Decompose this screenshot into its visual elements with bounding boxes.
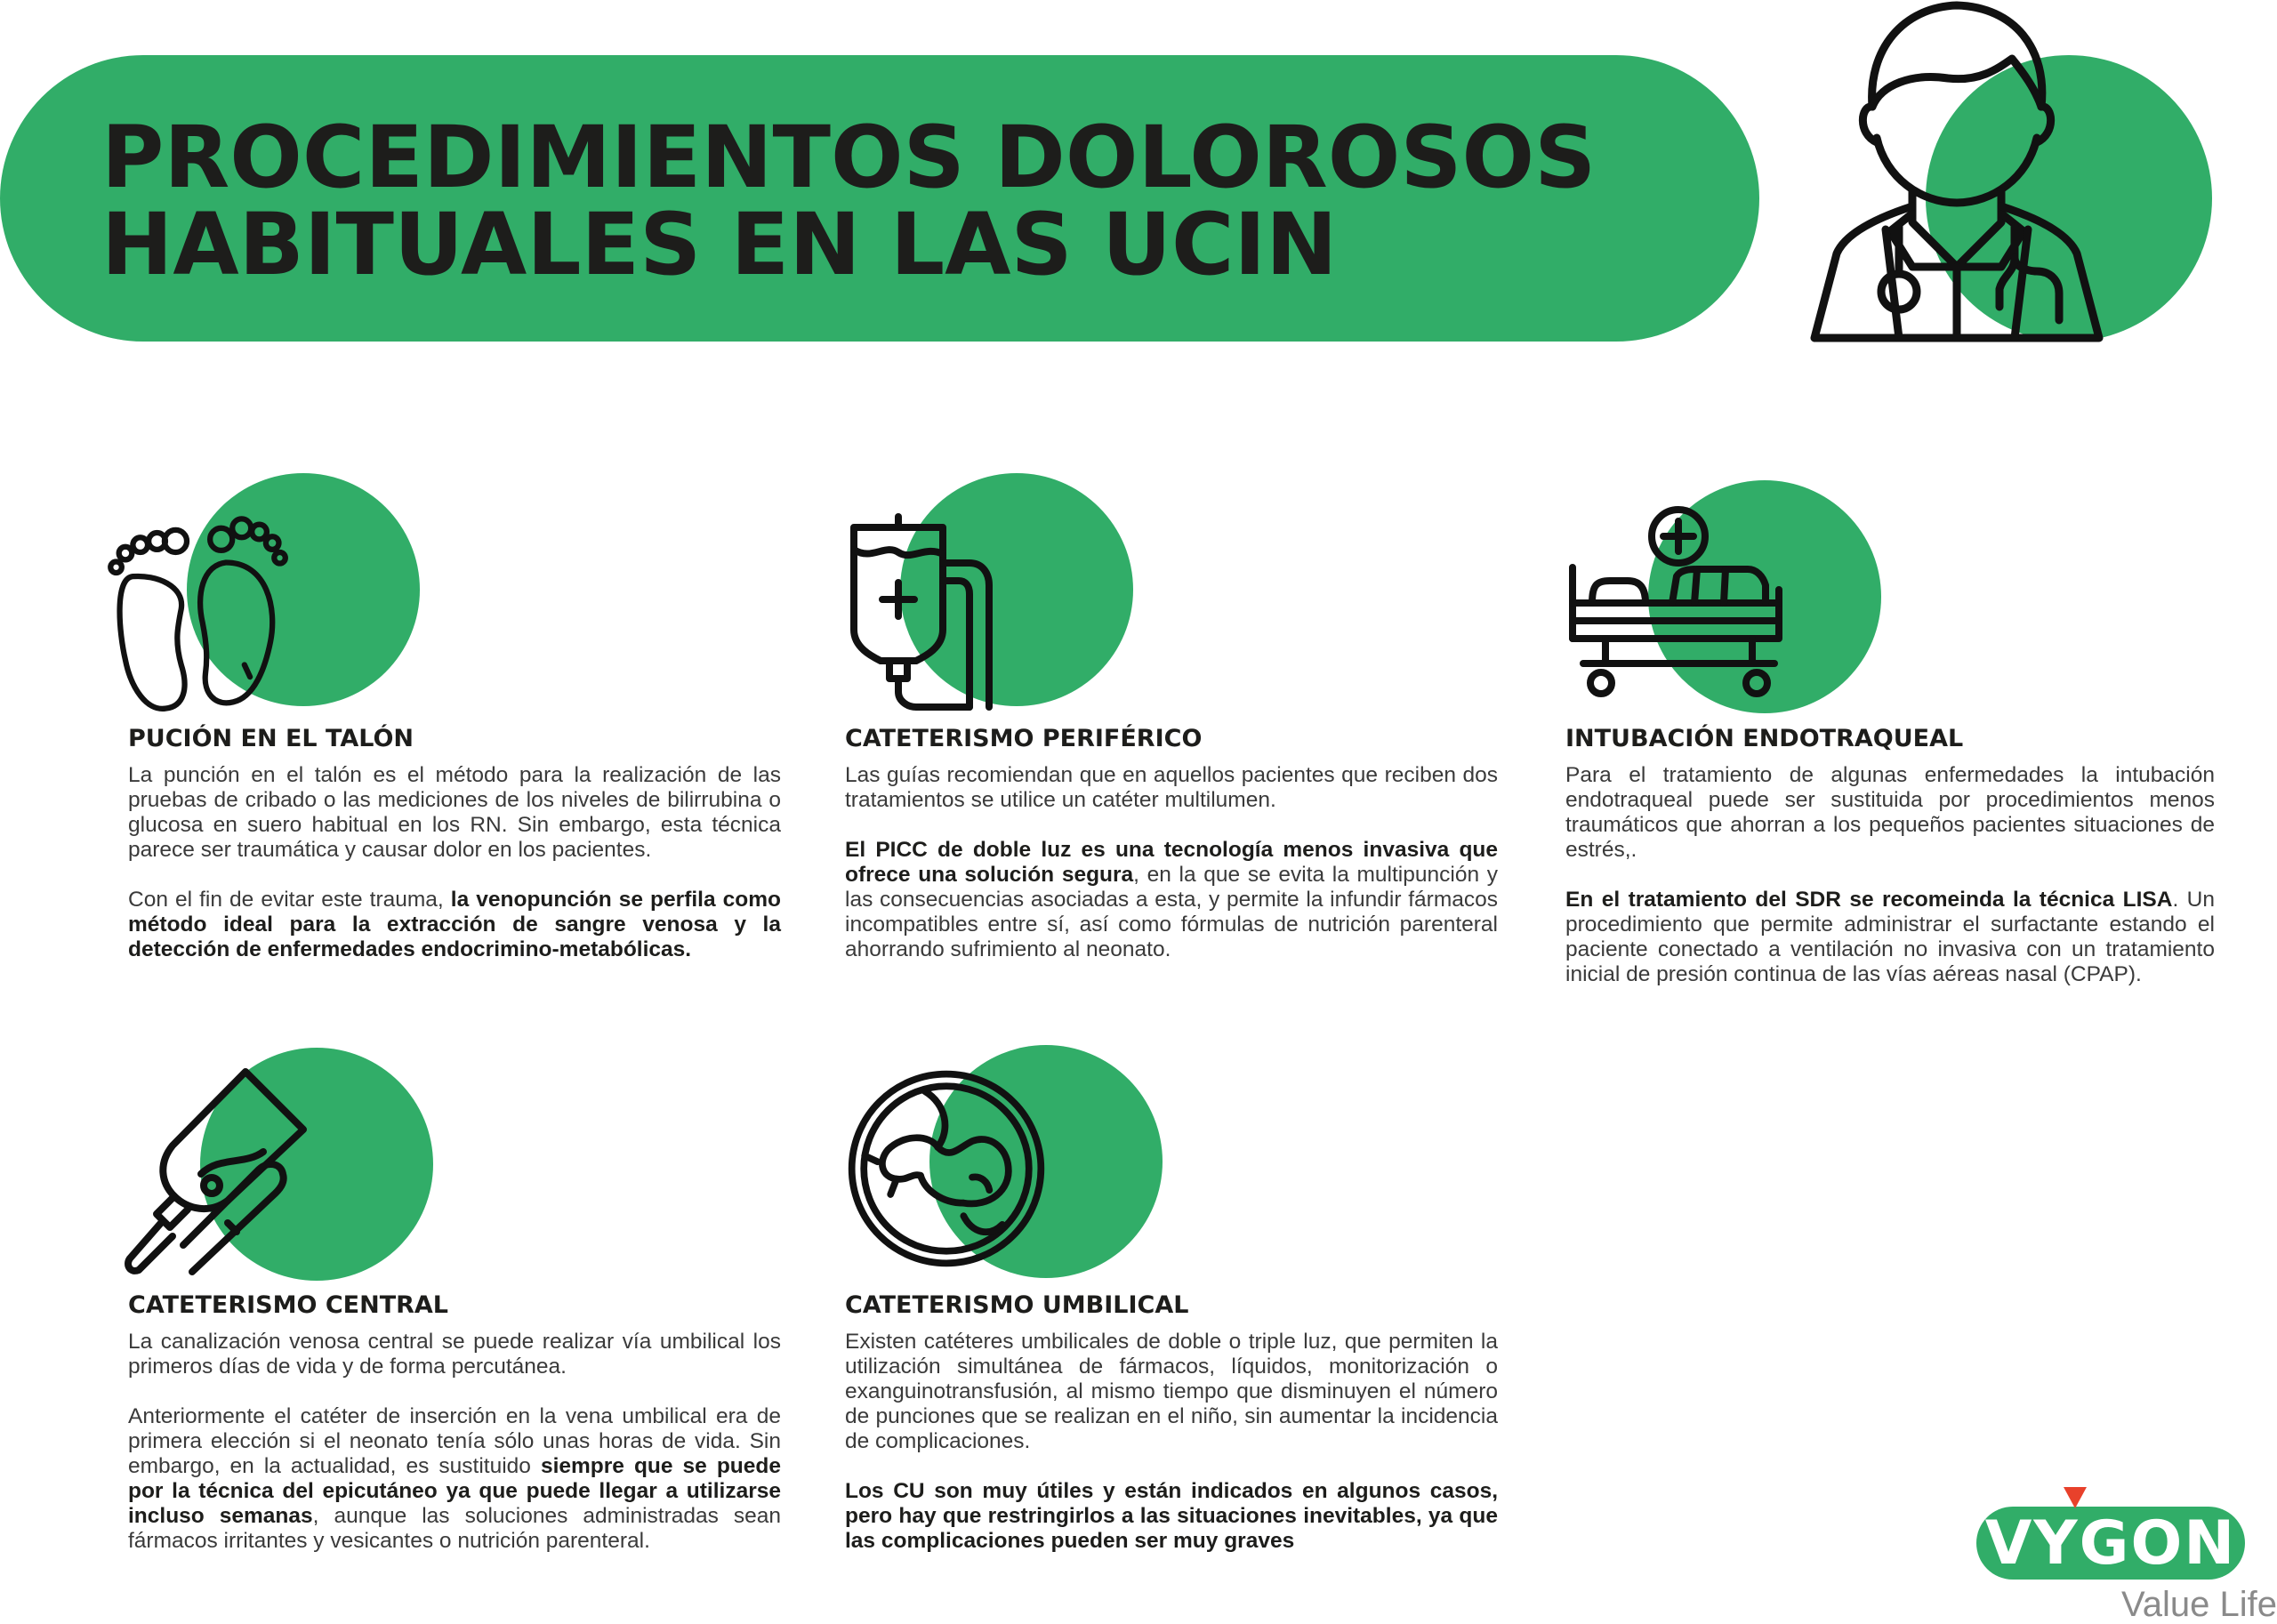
text-bold: la venopunción se perfila como método ideal para la extracción de sangre venosa y la detección de enfermedades endocrimino-metabólicas. xyxy=(128,888,781,961)
paragraph: Las guías recomiendan que en aquellos pacientes que reciben dos tratamientos se utilice un catéter multilumen. xyxy=(845,763,1498,812)
section-title-endotracheal-intubation: INTUBACIÓN ENDOTRAQUEAL xyxy=(1565,725,1964,752)
iv-bag-icon xyxy=(836,510,1014,723)
text-plain: . Un procedimiento que permite administrar el surfactante estando el paciente conectado a ventilación no invasiva con un tratamiento inicial de presión continua de las vías aéreas nasal (CPAP). xyxy=(1565,888,2215,986)
footprints-icon xyxy=(105,511,310,716)
section-title-peripheral-catheter: CATETERISMO PERIFÉRICO xyxy=(845,725,1203,752)
page-title xyxy=(101,108,1702,294)
section-title-central-catheter: CATETERISMO CENTRAL xyxy=(128,1291,449,1319)
paragraph xyxy=(1565,888,2215,987)
text-plain: , aunque las soluciones administradas sean fármacos irritantes y vesicantes o nutrición parenteral. xyxy=(128,1504,781,1553)
section-title-heel-puncture: PUCIÓN EN EL TALÓN xyxy=(128,725,414,752)
page-title-line2: HABITUALES EN LAS UCIN xyxy=(101,195,1338,294)
text-bold: Los CU son muy útiles y están indicados en algunos casos, pero hay que restringirlos a las situaciones inevitables, ya que las complicaciones pueden ser muy graves xyxy=(845,1479,1498,1553)
central-catheter-icon xyxy=(121,1067,334,1281)
section-body-umbilical-catheter xyxy=(845,1330,1498,1579)
section-title-umbilical-catheter: CATETERISMO UMBILICAL xyxy=(845,1291,1189,1319)
section-body-peripheral-catheter xyxy=(845,763,1498,987)
text-plain: , en la que se evita la multipunción y las consecuencias asociadas a esta, y permite la infundir fármacos incompatibles entre sí, así como fórmulas de nutrición parenteral ahorrando sufrimiento al neonato. xyxy=(845,863,1498,961)
paragraph xyxy=(845,1479,1498,1554)
page-title-line1: PROCEDIMIENTOS DOLOROSOS xyxy=(101,108,1597,207)
paragraph xyxy=(845,838,1498,962)
text-bold: siempre que se puede por la técnica del epicutáneo ya que puede llegar a utilizarse incluso semanas xyxy=(128,1454,781,1528)
logo-name: VYGON xyxy=(1984,1508,2237,1579)
logo-triangle-icon xyxy=(2064,1487,2087,1508)
paragraph: Para el tratamiento de algunas enfermedades la intubación endotraqueal puede ser sustituida por procedimientos menos traumáticos que ahorran a los pequeños pacientes situaciones de estrés,. xyxy=(1565,763,2215,862)
fetus-icon xyxy=(843,1065,1050,1272)
paragraph: Existen catéteres umbilicales de doble o triple luz, que permiten la utilización simultánea de fármacos, líquidos, monitorización o exanguinotransfusión, al mismo tiempo que disminuyen el número de punciones que se realizan en el niño, sin aumentar la incidencia de complicaciones. xyxy=(845,1330,1498,1453)
section-body-central-catheter xyxy=(128,1330,781,1579)
text-bold: En el tratamiento del SDR se recomeinda la técnica LISA xyxy=(1565,888,2173,912)
paragraph xyxy=(128,888,781,962)
hospital-bed-icon xyxy=(1565,505,1797,710)
text-plain: Anteriormente el catéter de inserción en la vena umbilical era de primera elección si el neonato tenía sólo unas horas de vida. Sin embargo, en la actualidad, es sustituido xyxy=(128,1404,781,1478)
section-body-endotracheal-intubation xyxy=(1565,763,2215,1012)
logo-tagline: Value Life xyxy=(2121,1585,2277,1624)
vygon-logo xyxy=(1976,1487,2245,1587)
text-plain: Con el fin de evitar este trauma, xyxy=(128,888,451,912)
paragraph xyxy=(128,1404,781,1554)
paragraph: La canalización venosa central se puede realizar vía umbilical los primeros días de vida y de forma percutánea. xyxy=(128,1330,781,1379)
paragraph: La punción en el talón es el método para la realización de las pruebas de cribado o las mediciones de los niveles de bilirrubina o glucosa en suero habitual en los RN. Sin embargo, esta técnica parece ser traumática y causar dolor en los pacientes. xyxy=(128,763,781,862)
text-bold: El PICC de doble luz es una tecnología menos invasiva que ofrece una solución segura xyxy=(845,838,1498,887)
section-body-heel-puncture xyxy=(128,763,781,987)
doctor-icon xyxy=(1806,0,2108,347)
